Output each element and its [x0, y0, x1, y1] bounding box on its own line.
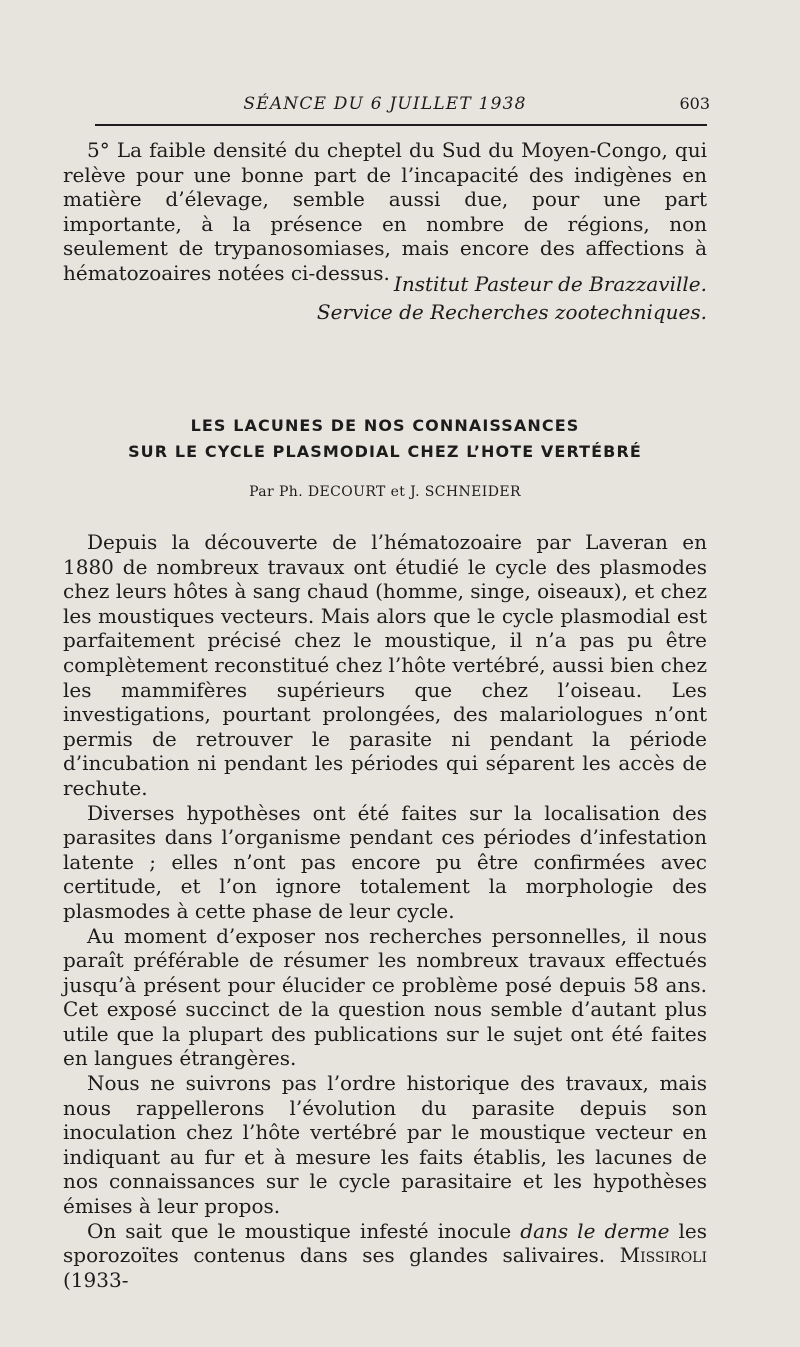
article-body [63, 530, 707, 1292]
article-byline: Par Ph. DECOURT et J. SCHNEIDER [249, 484, 521, 500]
article-title-line-2: SUR LE CYCLE PLASMODIAL CHEZ L’HOTE VERTÉBRÉ [128, 442, 642, 461]
body-paragraph-4: Nous ne suivrons pas l’ordre historique des travaux, mais nous rappellerons l’évolution du parasite depuis son inoculation chez l’hôte vertébré par le moustique vecteur en indiquant au fur et à mesure les faits établis, les lacunes de nos connaissances sur le cycle parasitaire et les hypothèses émises à leur propos. [63, 1071, 707, 1219]
paragraph-5-middle: les sporozoïtes contenus dans ses glandes salivaires. [63, 1218, 707, 1268]
body-paragraph-1: Depuis la découverte de l’hématozoaire par Laveran en 1880 de nombreux travaux ont étudié le cycle des plasmodes chez leurs hôtes à sang chaud (homme, singe, oiseaux), et chez les moustiques vecteurs. Mais alors que le cycle plasmodial est parfaitement précisé chez le moustique, il n’a pas pu être complètement reconstitué chez l’hôte vertébré, aussi bien chez les mammifères supérieurs que chez l’oiseau. Les investigations, pourtant prolongées, des malariologues n’ont permis de retrouver le parasite ni pendant la période d’incubation ni pendant les périodes qui séparent les accès de rechute. [63, 530, 708, 800]
body-paragraph-3: Au moment d’exposer nos recherches personnelles, il nous paraît préférable de résumer les nombreux travaux effectués jusqu’à présent pour élucider ce problème posé depuis 58 ans. Cet exposé succinct de la question nous semble d’autant plus utile que la plupart des publications sur le sujet ont été faites en langues étrangères. [63, 923, 707, 1071]
article-title-line-1: LES LACUNES DE NOS CONNAISSANCES [190, 416, 580, 435]
header-rule [95, 124, 707, 126]
body-paragraph-2: Diverses hypothèses ont été faites sur la localisation des parasites dans l’organisme pendant ces périodes d’infestation latente ; elles n’ont pas encore pu être confirmées avec certitude, et l’on ignore totalement la morphologie des plasmodes à cette phase de leur cycle. [63, 800, 707, 923]
citation-author: Missiroli [619, 1243, 707, 1268]
running-head [60, 90, 710, 120]
signature-service: Service de Recherches zootechniques. [316, 300, 707, 324]
signature-institute: Institut Pasteur de Brazzaville. [393, 272, 707, 296]
running-title: SÉANCE DU 6 JUILLET 1938 [243, 94, 527, 114]
paragraph-5-ending: (1933- [63, 1267, 129, 1292]
paragraph-5-lead: On sait que le moustique infesté inocule [87, 1218, 521, 1243]
closing-paragraph: 5° La faible densité du cheptel du Sud du Moyen-Congo, qui relève pour une bonne part de l’incapacité des indigènes en matière d’élevage, semble aussi due, pour une part importante, à la présence en nombre de régions, non seulement de trypanosomiases, mais encore des affections à hématozoaires notées ci-dessus. [63, 138, 707, 285]
paragraph-5-emphasis: dans le derme [520, 1218, 670, 1243]
body-paragraph-5 [63, 1219, 707, 1293]
page-number: 603 [679, 94, 710, 113]
previous-article-ending [63, 138, 707, 286]
